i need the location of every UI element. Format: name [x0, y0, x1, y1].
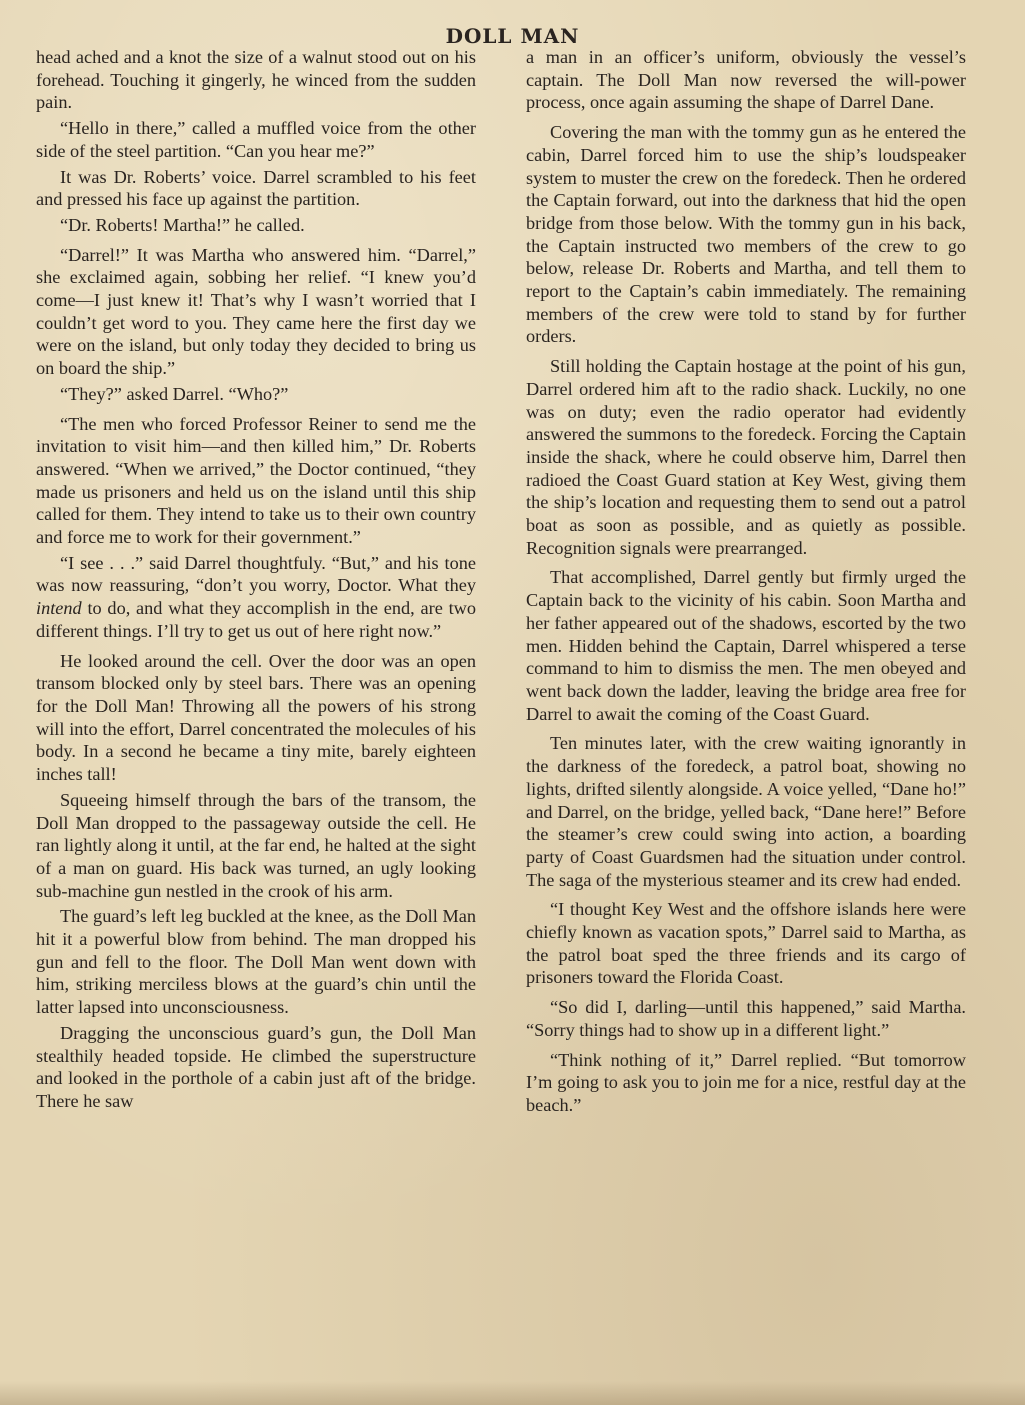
paragraph: He looked around the cell. Over the door was an open transom blocked only by steel bars. There was an opening for the Doll Man! Throwing all the powers of his strong will into the effort, Darrel concentrated the molecules of his body. In a second he became a tiny mite, barely eighteen inches tall!: [36, 650, 476, 785]
paragraph-text: to do, and what they accomplish in the end, are two different things. I’ll try to get us out of here right now.”: [36, 598, 476, 641]
paragraph: Dragging the unconscious guard’s gun, the Doll Man stealthily headed topside. He climbed the superstructure and looked in the porthole of a cabin just aft of the bridge. There he saw: [36, 1022, 476, 1111]
paragraph: “Darrel!” It was Martha who answered him. “Darrel,” she exclaimed again, sobbing her relief. “I knew you’d come—I just knew it! That’s why I wasn’t worried that I couldn’t get word to you. They came here the first day we were on the island, but only today they decided to bring us on board the ship.”: [36, 244, 476, 379]
paragraph: “I thought Key West and the offshore islands here were chiefly known as vacation spots,” Darrel said to Martha, as the patrol boat sped the three friends and its cargo of prisoners toward the Florida Coast.: [526, 899, 966, 988]
emphasis-text: intend: [36, 598, 82, 619]
page-header: DOLL MAN: [445, 24, 580, 48]
paragraph: “The men who forced Professor Reiner to send me the invitation to visit him—and then killed him,” Dr. Roberts answered. “When we arrived,” the Doctor continued, “they made us prisoners and held us on the island until this ship called for them. They intend to take us to their own country and force me to work for their government.”: [36, 413, 476, 548]
paragraph: That accomplished, Darrel gently but firmly urged the Captain back to the vicinity of his cabin. Soon Martha and her father appeared out of the shadows, escorted by the two men. Hidden behind the Captain, Darrel whispered a terse command to him to dismiss the men. The men obeyed and went back down the ladder, leaving the bridge area free for Darrel to await the coming of the Coast Guard.: [526, 567, 966, 724]
paragraph: “So did I, darling—until this happened,” said Martha. “Sorry things had to show up in a different light.”: [526, 997, 966, 1040]
paragraph: “They?” asked Darrel. “Who?”: [60, 383, 289, 404]
paragraph: Covering the man with the tommy gun as he entered the cabin, Darrel forced him to use the ship’s loudspeaker system to muster the crew on the foredeck. Then he ordered the Captain forward, out into the darkness that hid the open bridge from those below. With the tommy gun in his back, the Captain instructed two members of the crew to go below, release Dr. Roberts and Martha, and tell them to report to the Captain’s cabin immediately. The remaining members of the crew were told to stand by for further orders.: [526, 122, 966, 347]
paragraph: It was Dr. Roberts’ voice. Darrel scrambled to his feet and pressed his face up against the partition.: [36, 166, 476, 210]
paragraph: Still holding the Captain hostage at the point of his gun, Darrel ordered him aft to the radio shack. Luckily, no one was on duty; even the radio operator had evidently answered the summons to the foredeck. Forcing the Captain inside the shack, where he could observe him, Darrel then radioed the Coast Guard station at Key West, giving them the ship’s location and requesting them to send out a patrol boat as soon as possible, and as quietly as possible. Recognition signals were prearranged.: [526, 356, 966, 558]
paragraph: “Think nothing of it,” Darrel replied. “But tomorrow I’m going to ask you to join me for a nice, restful day at the beach.”: [526, 1049, 966, 1115]
paragraph-text: “I see . . .” said Darrel thoughtfuly. “But,” and his tone was now reassuring, “don’t you worry, Doctor. What they: [36, 552, 476, 596]
paragraph: [36, 552, 476, 643]
paragraph: a man in an officer’s uniform, obviously the vessel’s captain. The Doll Man now reversed the will-power process, once again assuming the shape of Darrel Dane.: [526, 47, 966, 113]
page-bottom-edge: [0, 1381, 1025, 1405]
paragraph: The guard’s left leg buckled at the knee, as the Doll Man hit it a powerful blow from behind. The man dropped his gun and fell to the floor. The Doll Man went down with him, striking merciless blows at the guard’s chin until the latter lapsed into unconsciousness.: [36, 906, 476, 1018]
paragraph: Squeeing himself through the bars of the transom, the Doll Man dropped to the passageway outside the cell. He ran lightly along it until, at the far end, he halted at the sight of a man on guard. His back was turned, an ugly looking sub-machine gun nestled in the crook of his arm.: [36, 789, 476, 901]
paragraph: “Dr. Roberts! Martha!” he called.: [60, 214, 305, 235]
right-column: [526, 46, 966, 1381]
paragraph: “Hello in there,” called a muffled voice from the other side of the steel partition. “Can you hear me?”: [36, 118, 476, 161]
paragraph: Ten minutes later, with the crew waiting ignorantly in the darkness of the foredeck, a patrol boat, showing no lights, drifted silently alongside. A voice yelled, “Dane ho!” and Darrel, on the bridge, yelled back, “Dane here!” Before the steamer’s crew could swing into action, a boarding party of Coast Guardsmen had the situation under control. The saga of the mysterious steamer and its crew had ended.: [526, 733, 966, 890]
paragraph: head ached and a knot the size of a walnut stood out on his forehead. Touching it gingerly, he winced from the sudden pain.: [36, 47, 476, 113]
left-column: [36, 46, 476, 1381]
